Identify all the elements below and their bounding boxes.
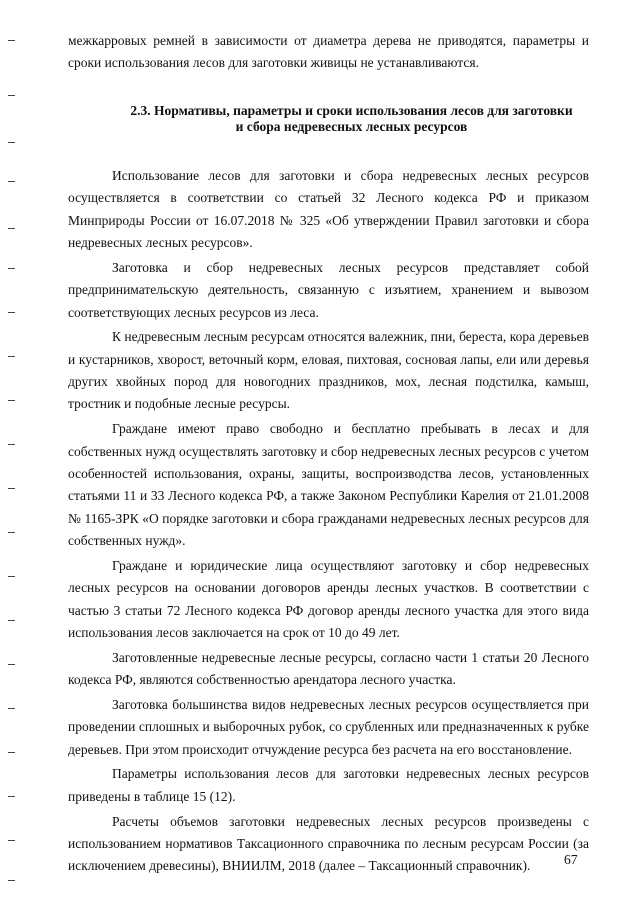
margin-tick — [8, 268, 15, 269]
section-heading-line-1: 2.3. Нормативы, параметры и сроки использования лесов для заготовки — [130, 102, 573, 118]
margin-tick — [8, 880, 15, 881]
margin-tick — [8, 40, 15, 41]
body-paragraph: Параметры использования лесов для заготовки недревесных лесных ресурсов приведены в таблице 15 (12). — [68, 766, 589, 804]
section-heading-line-2: и сбора недревесных лесных ресурсов — [235, 118, 468, 134]
margin-tick — [8, 620, 15, 621]
margin-tick — [8, 796, 15, 797]
margin-tick — [8, 444, 15, 445]
margin-tick — [8, 576, 15, 577]
margin-tick — [8, 752, 15, 753]
scan-margin-marks — [8, 0, 18, 905]
body-paragraph: Расчеты объемов заготовки недревесных лесных ресурсов произведены с использованием нормативов Таксационного справочника по лесным ресурсам России (за исключением древесины), ВНИИЛМ, 2018 (далее – Таксационный справочник). — [68, 813, 589, 874]
body-paragraph: Граждане и юридические лица осуществляют заготовку и сбор недревесных лесных ресурсов на основании договоров аренды лесных участков. В соответствии с частью 3 статьи 72 Лесного кодекса РФ договор аренды лесного участка для этого вида использования лесов заключается на срок от 10 до 49 лет. — [68, 557, 589, 641]
margin-tick — [8, 708, 15, 709]
margin-tick — [8, 840, 15, 841]
page-number: 67 — [564, 852, 578, 867]
margin-tick — [8, 532, 15, 533]
body-paragraph: Заготовленные недревесные лесные ресурсы, согласно части 1 статьи 20 Лесного кодекса РФ, являются собственностью арендатора лесного участка. — [68, 649, 589, 688]
body-paragraph: Заготовка и сбор недревесных лесных ресурсов представляет собой предпринимательскую деятельность, связанную с изъятием, хранением и вывозом соответствующих лесных ресурсов из леса. — [68, 259, 589, 320]
body-paragraph: Граждане имеют право свободно и бесплатно пребывать в лесах и для собственных нужд осуществлять заготовку и сбор недревесных лесных ресурсов с учетом особенностей использования, охраны, защиты, воспроизводства лесов, установленных статьями 11 и 33 Лесного кодекса РФ, а также Законом Республики Карелия от 21.01.2008 № 1165-ЗРК «О порядке заготовки и сбора гражданами недревесных лесных ресурсов для собственных нужд». — [68, 421, 589, 549]
margin-tick — [8, 488, 15, 489]
margin-tick — [8, 312, 15, 313]
body-paragraph: Заготовка большинства видов недревесных лесных ресурсов осуществляется при проведении сплошных и выборочных рубок, со срубленных или предназначенных к рубке деревьев. При этом происходит отчуждение ресурса без расчета на его восстановление. — [68, 696, 589, 757]
margin-tick — [8, 400, 15, 401]
margin-tick — [8, 142, 15, 143]
margin-tick — [8, 228, 15, 229]
margin-tick — [8, 664, 15, 665]
body-paragraph: К недревесным лесным ресурсам относятся валежник, пни, береста, кора деревьев и кустарников, хворост, веточный корм, еловая, пихтовая, сосновая лапы, ели или деревья других хвойных пород для новогодних праздников, мох, лесная подстилка, камыш, тростник и подобные лесные ресурсы. — [68, 329, 589, 412]
margin-tick — [8, 95, 15, 96]
body-paragraph: Использование лесов для заготовки и сбора недревесных лесных ресурсов осуществляется в соответствии со статьей 32 Лесного кодекса РФ и приказом Минприроды России от 16.07.2018 № 325 «Об утверждении Правил заготовки и сбора недревесных лесных ресурсов». — [68, 167, 589, 251]
page-content — [68, 30, 589, 880]
continuation-paragraph: межкарровых ремней в зависимости от диаметра дерева не приводятся, параметры и сроки использования лесов для заготовки живицы не устанавливаются. — [68, 33, 589, 71]
margin-tick — [8, 356, 15, 357]
margin-tick — [8, 181, 15, 182]
section-heading — [68, 103, 589, 135]
